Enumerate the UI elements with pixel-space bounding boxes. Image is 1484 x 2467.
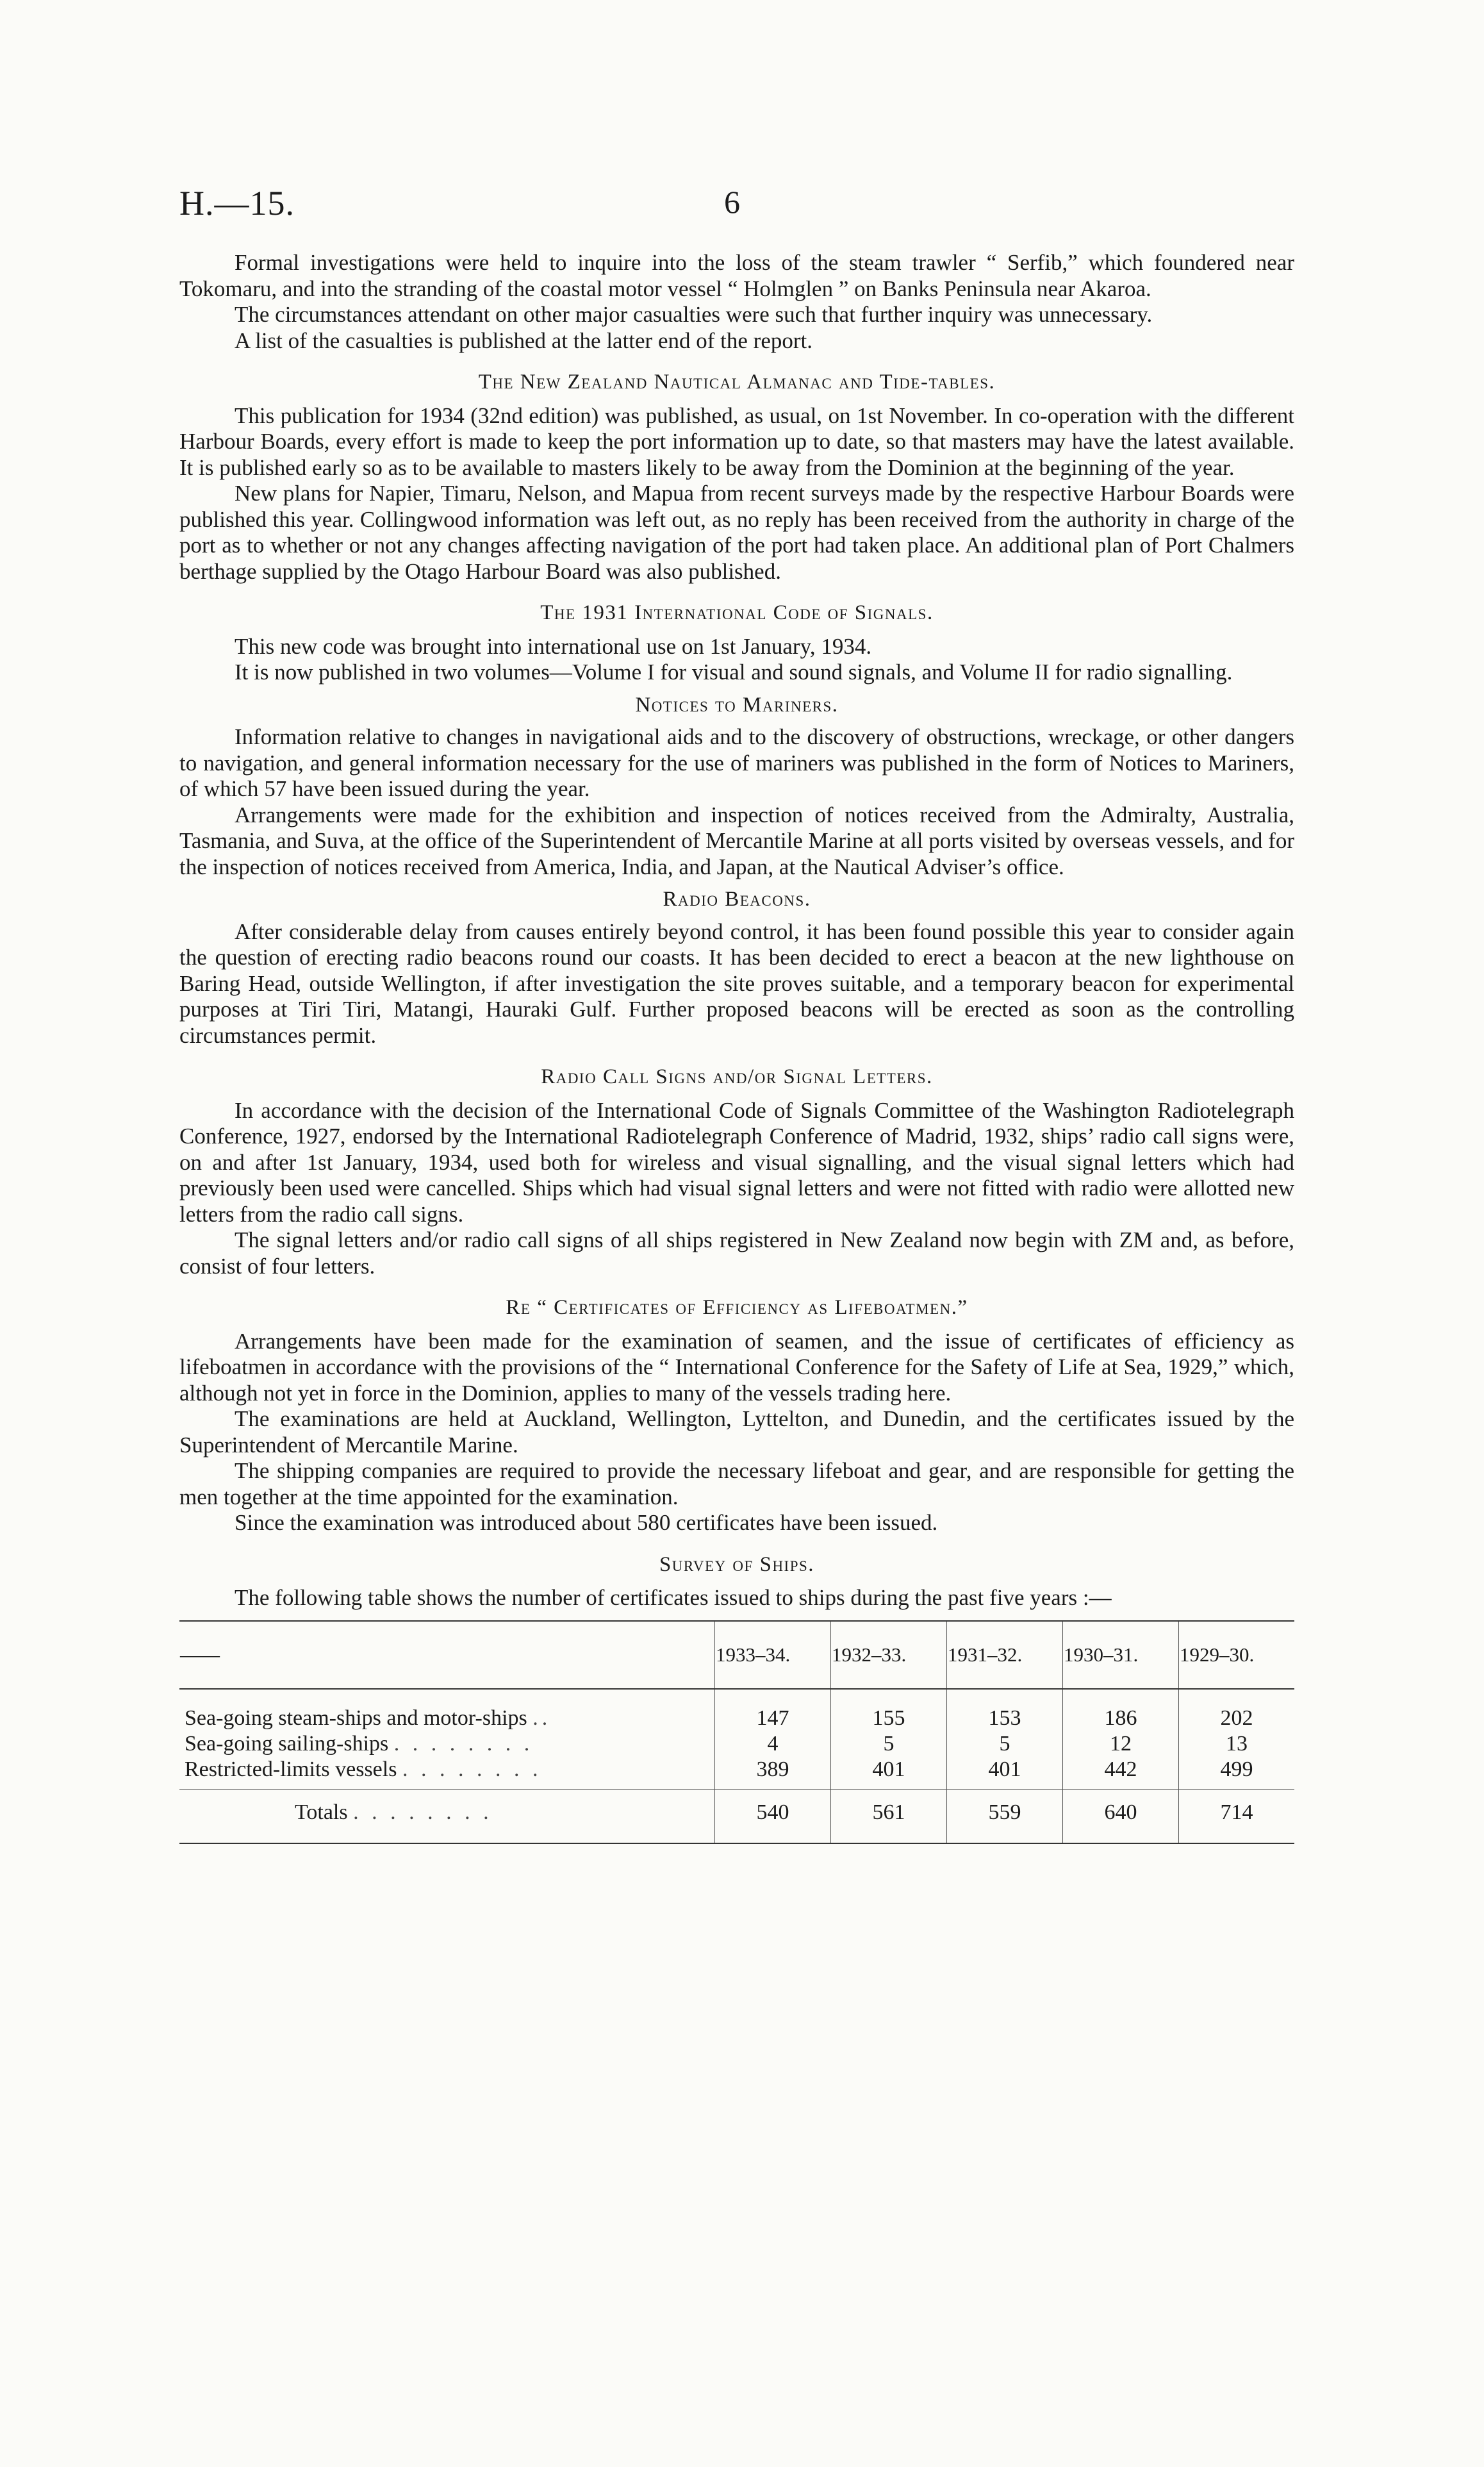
leader-dots: . . . . . . . . <box>393 1731 534 1756</box>
column-header: 1930–31. <box>1063 1621 1179 1689</box>
totals-cell: 640 <box>1063 1790 1179 1843</box>
body-paragraph: Since the examination was introduced about 580 certificates have been issued. <box>235 1510 938 1535</box>
body-paragraph: New plans for Napier, Timaru, Nelson, and Mapua from recent surveys made by the respective Harbour Boards were published this year. Collingwood information was left out, as no reply has been received from the authority in charge of the port as to whether or not any changes affecting navigation of the port had taken place. An additional plan of Port Chalmers berthage supplied by the Otago Harbour Board was also published. <box>179 481 1294 584</box>
row-label-cell <box>179 1731 715 1757</box>
table-cell: 499 <box>1179 1757 1295 1790</box>
body-paragraph: Information relative to changes in navigational aids and to the discovery of obstructions, wreckage, or other dangers to navigation, and general information necessary for the use of mariners was published in the form of Notices to Mariners, of which 57 have been issued during the year. <box>179 724 1294 801</box>
table-cell: 147 <box>715 1689 831 1731</box>
table-header-row <box>179 1621 1294 1689</box>
section-heading: The New Zealand Nautical Almanac and Tide-tables. <box>478 370 996 394</box>
column-header: 1929–30. <box>1179 1621 1295 1689</box>
table-cell: 442 <box>1063 1757 1179 1790</box>
row-label: Restricted-limits vessels <box>185 1757 397 1781</box>
table-cell: 13 <box>1179 1731 1295 1757</box>
body-paragraph: In accordance with the decision of the International Code of Signals Committee of the Washington Radiotelegraph Conference, 1927, endorsed by the International Radiotelegraph Conference of Madrid, 1932, ships’ radio call signs were, on and after 1st January, 1934, used both for wireless and visual signalling, and the visual signal letters which had previously been used were cancelled. Ships which had visual signal letters and were not fitted with radio were allotted new letters from the radio call signs. <box>179 1097 1294 1227</box>
column-header: 1933–34. <box>715 1621 831 1689</box>
table-cell: 4 <box>715 1731 831 1757</box>
body-paragraph: The shipping companies are required to provide the necessary lifeboat and gear, and are responsible for getting the men together at the time appointed for the examination. <box>179 1458 1294 1509</box>
leader-dots: . . . . . . . . <box>402 1757 542 1781</box>
table-cell: 401 <box>947 1757 1063 1790</box>
leader-dots: . . . . . . . . <box>353 1800 493 1824</box>
section-heading: Re “ Certificates of Efficiency as Lifeboatmen.” <box>506 1296 968 1319</box>
totals-cell: 559 <box>947 1790 1063 1843</box>
row-label-cell <box>179 1689 715 1731</box>
row-label: Sea-going sailing-ships <box>185 1731 389 1756</box>
leader-dots: .. <box>532 1706 552 1730</box>
page-header <box>179 183 1301 235</box>
table-cell: 12 <box>1063 1731 1179 1757</box>
report-reference: H.—15. <box>179 184 295 222</box>
body-paragraph: Arrangements have been made for the examination of seamen, and the issue of certificates of efficiency as lifeboatmen in accordance with the provisions of the “ International Conference for the Safety of Life at Sea, 1929,” which, although not yet in force in the Dominion, applies to many of the vessels trading here. <box>179 1328 1294 1406</box>
body-paragraph: A list of the casualties is published at the latter end of the report. <box>235 328 812 353</box>
body-paragraph: Arrangements were made for the exhibition and inspection of notices received from the Admiralty, Australia, Tasmania, and Suva, at the office of the Superintendent of Mercantile Marine at all ports visited by overseas vessels, and for the inspection of notices received from America, India, and Japan, at the Nautical Adviser’s office. <box>179 802 1294 879</box>
table-cell: 389 <box>715 1757 831 1790</box>
table-intro: The following table shows the number of certificates issued to ships during the past five years :— <box>235 1585 1112 1610</box>
table-cell: 153 <box>947 1689 1063 1731</box>
body-paragraph: This new code was brought into international use on 1st January, 1934. <box>235 633 872 659</box>
column-header: 1931–32. <box>947 1621 1063 1689</box>
certificates-table <box>179 1620 1294 1844</box>
row-label-cell <box>179 1757 715 1790</box>
totals-row <box>179 1790 1294 1843</box>
table-cell: 155 <box>831 1689 947 1731</box>
table-cell: 5 <box>947 1731 1063 1757</box>
totals-cell: 540 <box>715 1790 831 1843</box>
page-number: 6 <box>724 184 740 220</box>
totals-cell: 561 <box>831 1790 947 1843</box>
section-heading: The 1931 International Code of Signals. <box>540 601 934 624</box>
table-cell: 202 <box>1179 1689 1295 1731</box>
table-corner-dash: —— <box>179 1621 715 1689</box>
row-label: Sea-going steam-ships and motor-ships <box>185 1706 527 1730</box>
section-heading: Radio Call Signs and/or Signal Letters. <box>541 1065 933 1088</box>
body-paragraph: The circumstances attendant on other major casualties were such that further inquiry was unnecessary. <box>235 302 1153 327</box>
table-cell: 186 <box>1063 1689 1179 1731</box>
body-paragraph: Formal investigations were held to inquire into the loss of the steam trawler “ Serfib,” which foundered near Tokomaru, and into the stranding of the coastal motor vessel “ Holmglen ” on Banks Peninsula near Akaroa. <box>179 250 1294 301</box>
document-body <box>179 250 1294 1844</box>
body-paragraph: The examinations are held at Auckland, Wellington, Lyttelton, and Dunedin, and the certificates issued by the Superintendent of Mercantile Marine. <box>179 1406 1294 1458</box>
section-heading: Survey of Ships. <box>659 1552 815 1576</box>
body-paragraph: After considerable delay from causes entirely beyond control, it has been found possible this year to consider again the question of erecting radio beacons round our coasts. It has been decided to erect a beacon at the new lighthouse on Baring Head, outside Wellington, if after investigation the site proves suitable, and a temporary beacon for experimental purposes at Tiri Tiri, Matangi, Hauraki Gulf. Further proposed beacons will be erected as soon as the controlling circumstances permit. <box>179 918 1294 1048</box>
table-cell: 5 <box>831 1731 947 1757</box>
table-row <box>179 1689 1294 1731</box>
totals-cell: 714 <box>1179 1790 1295 1843</box>
row-label-cell <box>179 1790 715 1843</box>
body-paragraph: This publication for 1934 (32nd edition) was published, as usual, on 1st November. In co-operation with the different Harbour Boards, every effort is made to keep the port information up to date, so that masters may have the latest available. It is published early so as to be available to masters likely to be away from the Dominion at the beginning of the year. <box>179 403 1294 480</box>
table-row <box>179 1731 1294 1757</box>
body-paragraph: It is now published in two volumes—Volume I for visual and sound signals, and Volume II for radio signalling. <box>235 660 1233 685</box>
section-heading: Notices to Mariners. <box>635 693 839 717</box>
column-header: 1932–33. <box>831 1621 947 1689</box>
totals-label: Totals <box>295 1800 348 1824</box>
table-row <box>179 1757 1294 1790</box>
table-cell: 401 <box>831 1757 947 1790</box>
section-heading: Radio Beacons. <box>663 888 811 911</box>
body-paragraph: The signal letters and/or radio call signs of all ships registered in New Zealand now begin with ZM and, as before, consist of four letters. <box>179 1227 1294 1279</box>
